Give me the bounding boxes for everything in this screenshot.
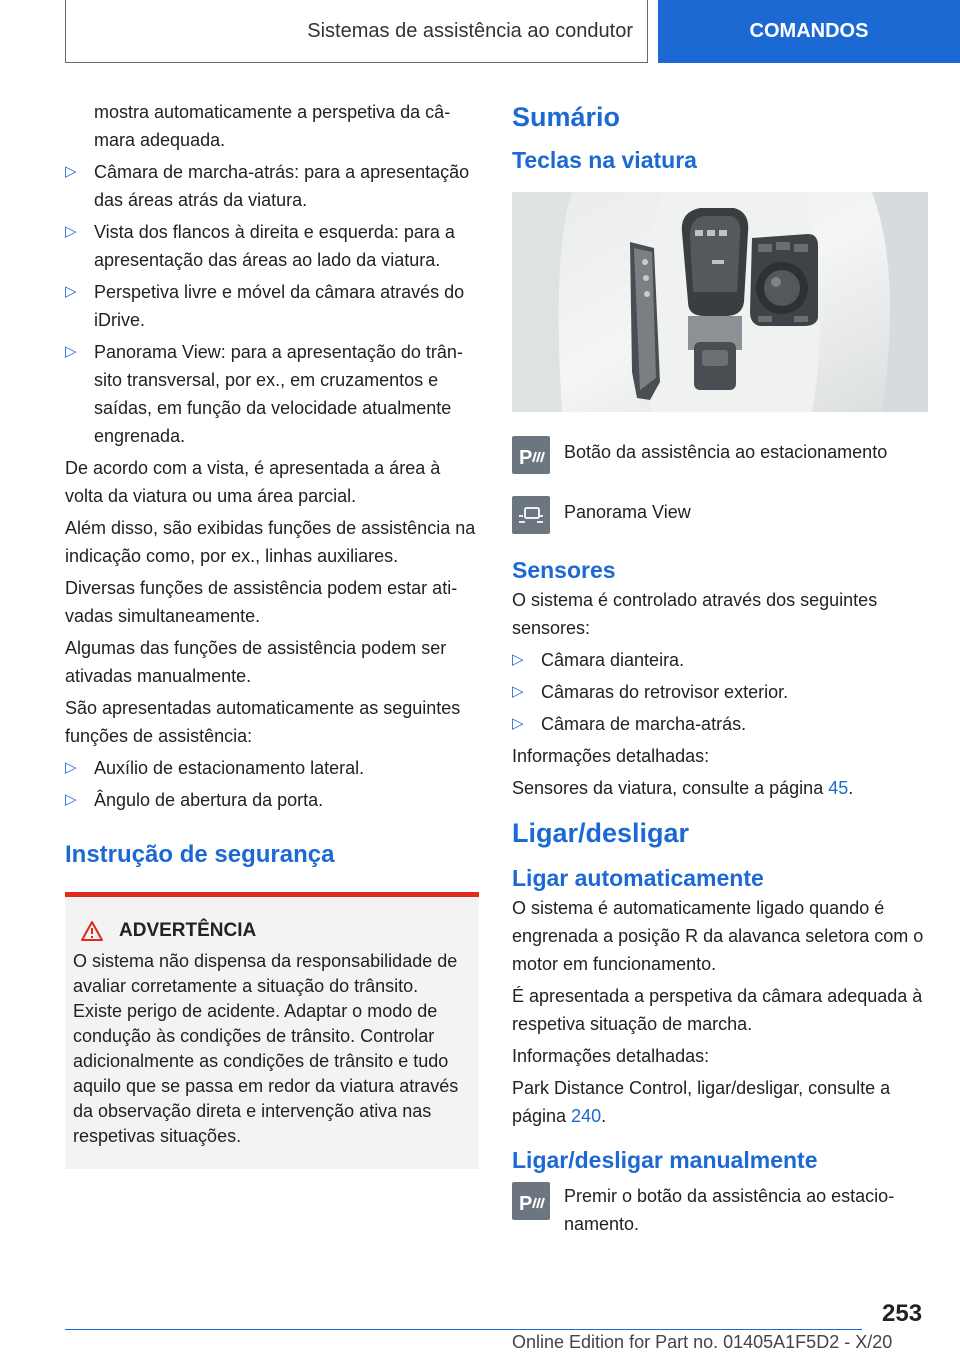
list-item: ▷ Câmara de marcha-atrás: para a apresentação das áreas atrás da viatura. <box>65 158 479 214</box>
svg-text:P: P <box>519 447 533 469</box>
page-number: 253 <box>882 1300 923 1327</box>
bullet-triangle-icon: ▷ <box>65 343 77 360</box>
page-link-45[interactable]: 45 <box>828 778 849 798</box>
summary-heading: Sumário <box>512 102 621 132</box>
key-row-panorama-view <box>512 496 928 536</box>
paragraph: Além disso, são exibidas funções de assistência na indicação como, por ex., linhas auxiliares. <box>65 518 476 566</box>
warning-header <box>73 917 471 945</box>
safety-heading: Instrução de segurança <box>65 841 335 868</box>
onoff-heading: Ligar/desligar <box>512 818 690 848</box>
warning-title: ADVERTÊNCIA <box>119 920 257 941</box>
left-column <box>65 98 479 1169</box>
paragraph: São apresentadas automaticamente as seguintes funções de assistência: <box>65 698 461 746</box>
list-item: ▷ Câmaras do retrovisor exterior. <box>512 678 928 706</box>
header-section-title: Sistemas de assistência ao condutor <box>307 19 633 42</box>
paragraph: Informações detalhadas: <box>512 746 710 766</box>
bullet-triangle-icon: ▷ <box>512 715 524 732</box>
list-item: ▷ Câmara dianteira. <box>512 646 928 674</box>
paragraph: É apresentada a perspetiva da câmara adequada à respetiva situação de marcha. <box>512 986 923 1034</box>
bullet-triangle-icon: ▷ <box>512 683 524 700</box>
paragraph: De acordo com a vista, é apresentada a área à volta da viatura ou uma área parcial. <box>65 458 441 506</box>
edition-footer: Online Edition for Part no. 01405A1F5D2 - X/20 <box>512 1332 893 1352</box>
warning-triangle-icon <box>81 921 103 941</box>
list-item: ▷ Câmara de marcha-atrás. <box>512 710 928 738</box>
paragraph: O sistema é controlado através dos seguintes sensores: <box>512 590 878 638</box>
footer-divider <box>65 1329 862 1330</box>
list-item: ▷ Perspetiva livre e móvel da câmara através do iDrive. <box>65 278 479 334</box>
svg-text:P: P <box>519 1193 533 1215</box>
key-row-parking-assist <box>512 436 928 476</box>
list-item: ▷ Panorama View: para a apresentação do trânsito transversal, por ex., em cruzamentos e saídas, em função da velocidade atualmente engrenada. <box>65 338 479 450</box>
chapter-tab-label: COMANDOS <box>749 20 869 42</box>
warning-box <box>65 892 479 1169</box>
auto-heading: Ligar automaticamente <box>512 865 764 891</box>
manual-instruction: Premir o botão da assistência ao estacionamento. <box>564 1186 895 1234</box>
list-continuation: mostra automaticamente a perspetiva da câmara adequada. <box>94 102 451 150</box>
panorama-view-icon[interactable] <box>512 496 550 534</box>
key-label: Botão da assistência ao estacionamento <box>564 442 888 462</box>
sensors-heading: Sensores <box>512 557 616 583</box>
paragraph: Algumas das funções de assistência podem ser ativadas manualmente. <box>65 638 447 686</box>
paragraph: Diversas funções de assistência podem estar ativadas simultaneamente. <box>65 578 458 626</box>
paragraph: O sistema é automaticamente ligado quando é engrenada a posição R da alavanca seletora com o motor em funcionamento. <box>512 898 924 974</box>
list-item: ▷ Vista dos flancos à direita e esquerda: para a apresentação das áreas ao lado da viatura. <box>65 218 479 274</box>
bullet-triangle-icon: ▷ <box>65 791 77 808</box>
list-item: ▷ Auxílio de estacionamento lateral. <box>65 754 479 782</box>
warning-text: O sistema não dispensa da responsabilidade de avaliar corretamente a situação do trânsito. Existe perigo de acidente. Adaptar o modo de condução às condições de trânsito. Controlar adicionalmente as condições de trânsito e tudo aquilo que se passa em redor da viatura através da observação direta e intervenção ativa nas respetivas situações. <box>73 951 459 1146</box>
parking-assist-icon[interactable] <box>512 436 550 474</box>
key-label: Panorama View <box>564 502 691 522</box>
right-column <box>512 98 928 1258</box>
cross-reference: Sensores da viatura, consulte a página 45. <box>512 778 854 798</box>
manual-row <box>512 1182 928 1238</box>
vehicle-controls-photo <box>512 192 928 412</box>
bullet-triangle-icon: ▷ <box>65 283 77 300</box>
bullet-triangle-icon: ▷ <box>65 163 77 180</box>
running-header <box>65 0 648 63</box>
page-link-240[interactable]: 240 <box>571 1106 602 1126</box>
cross-reference: Park Distance Control, ligar/desligar, consulte a página 240. <box>512 1078 891 1126</box>
paragraph: Informações detalhadas: <box>512 1046 710 1066</box>
bullet-triangle-icon: ▷ <box>65 223 77 240</box>
list-item: ▷ Ângulo de abertura da porta. <box>65 786 479 814</box>
keys-heading: Teclas na viatura <box>512 147 697 173</box>
bullet-triangle-icon: ▷ <box>65 759 77 776</box>
chapter-tab[interactable] <box>658 0 960 63</box>
parking-assist-icon[interactable] <box>512 1182 550 1220</box>
bullet-triangle-icon: ▷ <box>512 651 524 668</box>
manual-heading: Ligar/desligar manualmente <box>512 1147 818 1173</box>
